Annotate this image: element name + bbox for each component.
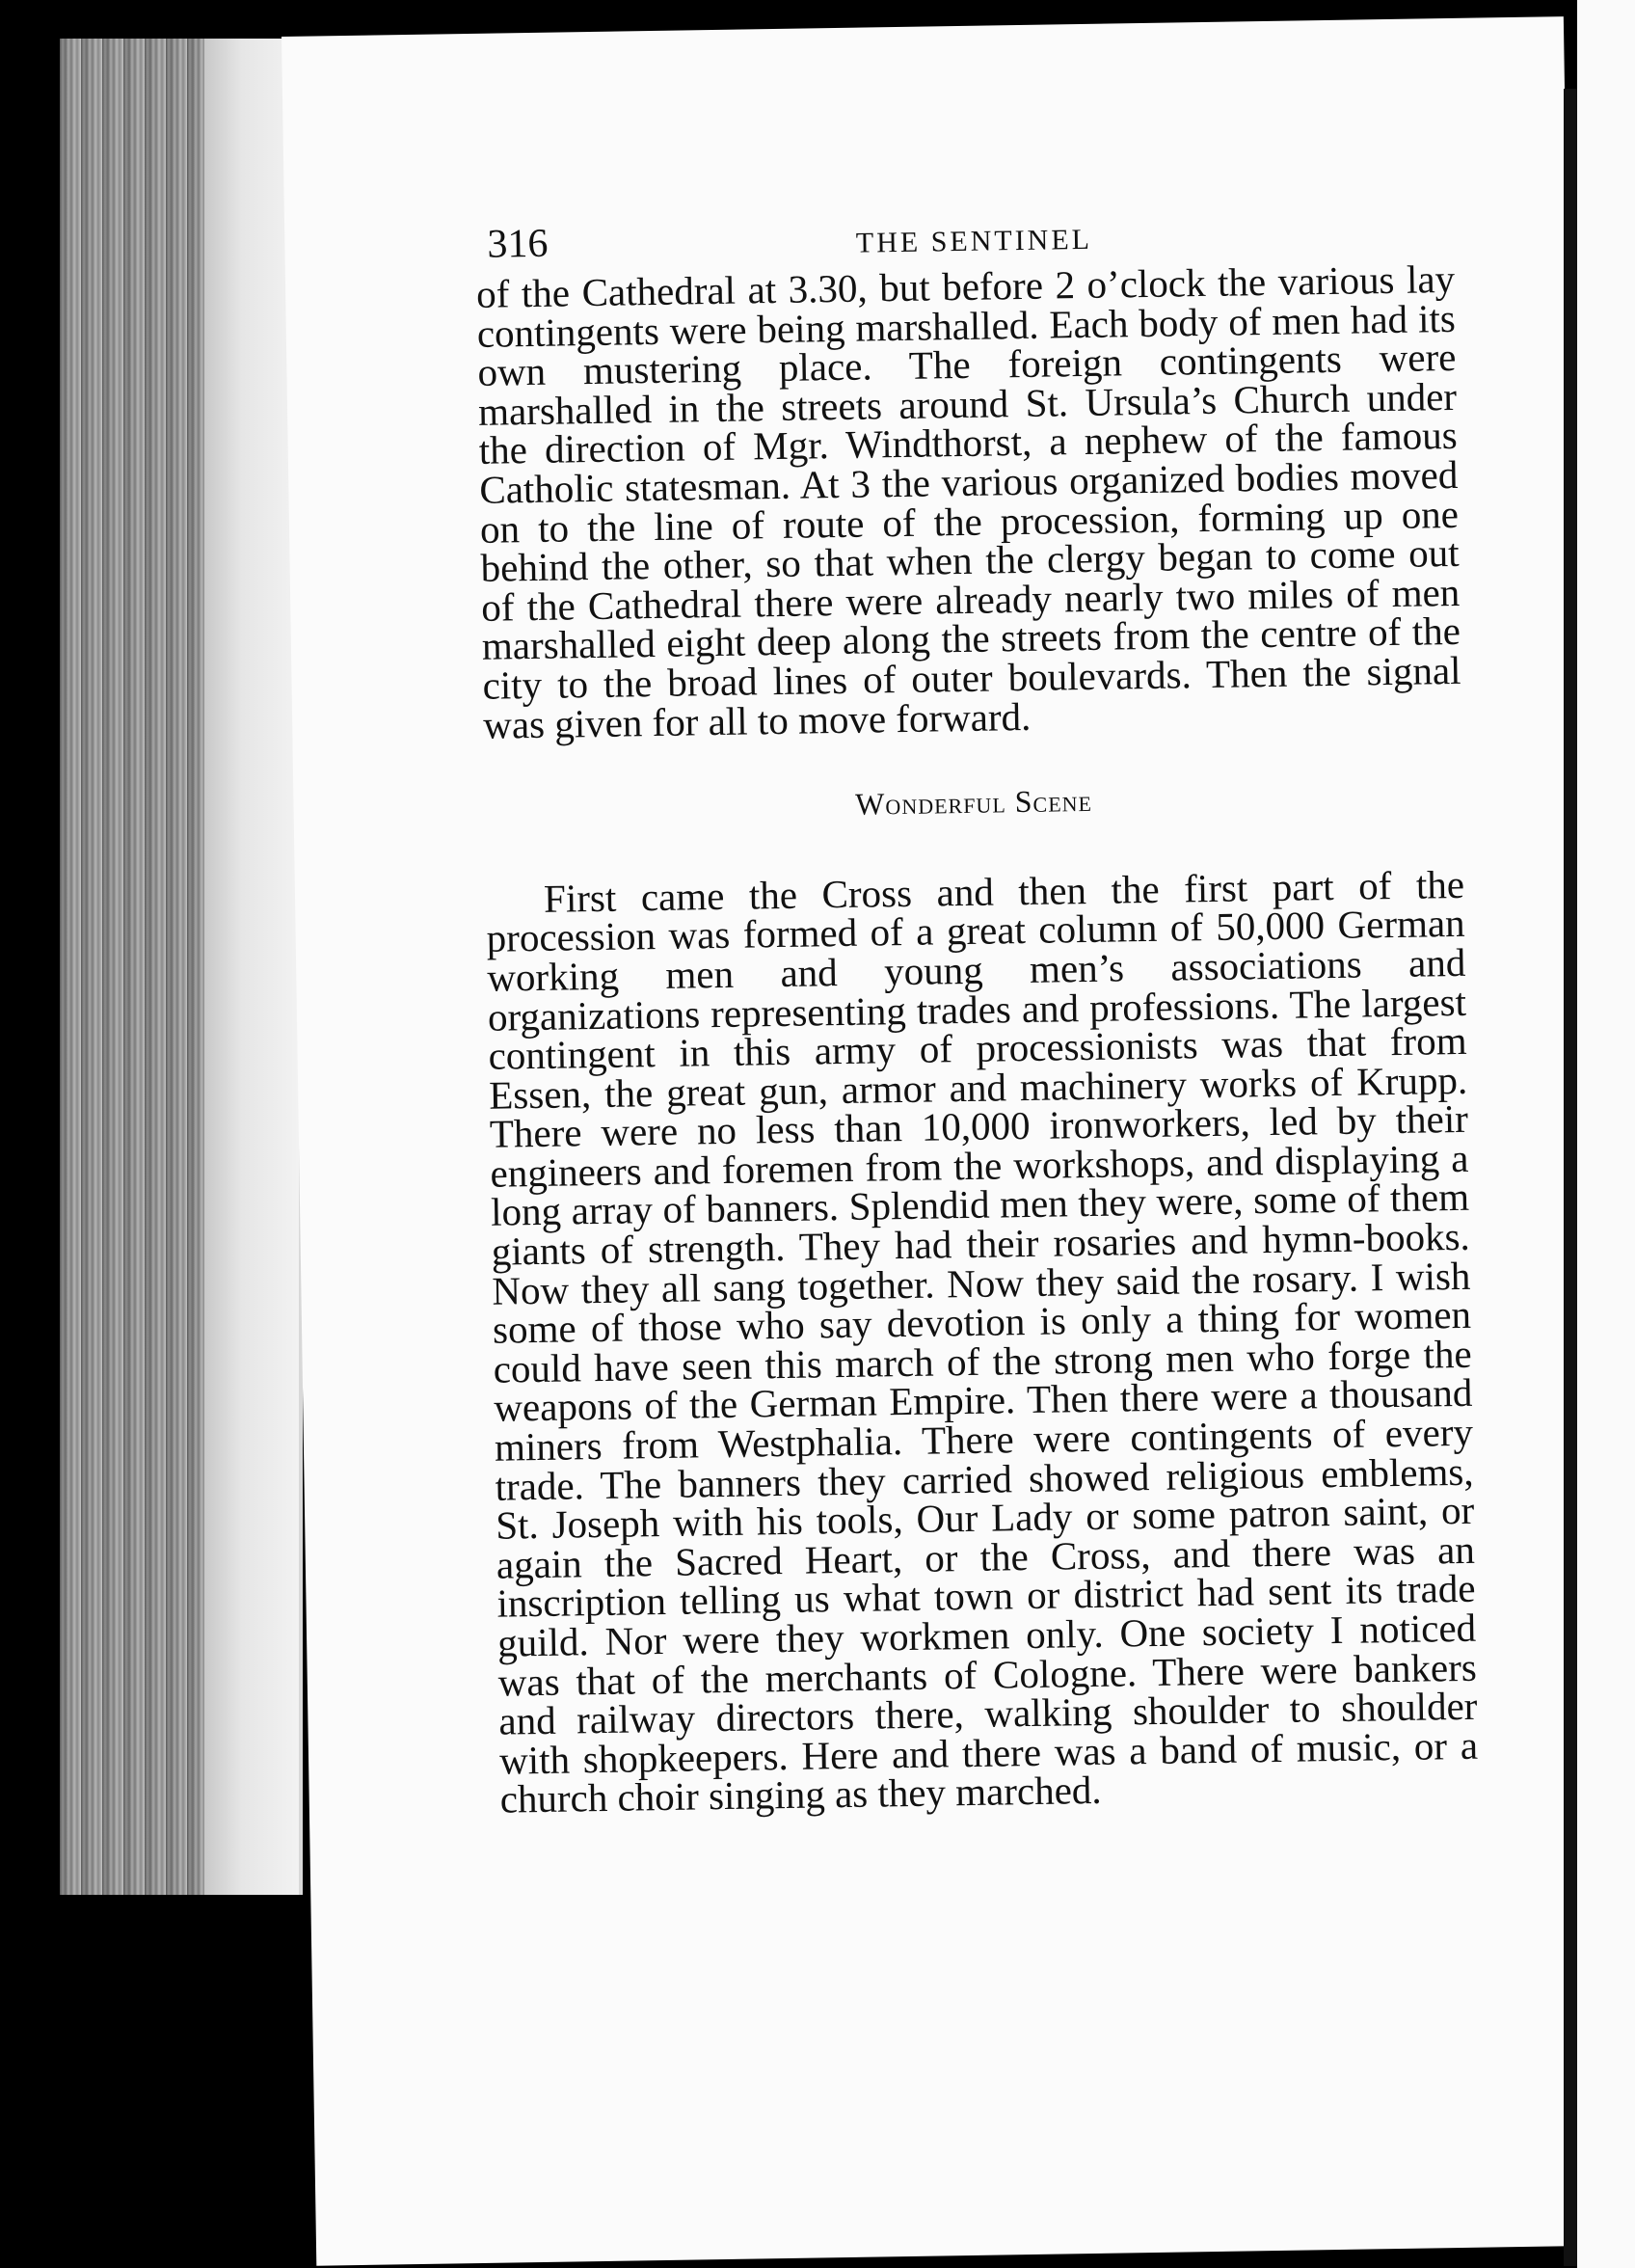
- running-head: THE SENTINEL: [855, 223, 1093, 259]
- facing-page-edge: [1564, 89, 1577, 2266]
- facing-page: [1577, 0, 1635, 2268]
- paragraph-continued: [475, 256, 1462, 747]
- paragraph-2-text: First came the Cross and then the first part of the procession was formed of a great column of 50,000 German working men and young men’s associations and organizations representing trades and professions. The largest contingent in this army of processionists was that from Essen, the great gun, armor and machinery works of Krupp. There were no less than 10,000 ironworkers, led by their engineers and foremen from the workshops, and displaying a long array of banners. Splendid men they were, some of them giants of strength. They had their rosaries and hymn-books. Now they all sang together. Now they said the rosary. I wish some of those who say devotion is only a thing for women could have seen this march of the strong men who forge the weapons of the German Empire. Then there were a thousand miners from Westphalia. There were contingents of every trade. The banners they carried showed religious emblems, St. Joseph with his tools, Our Lady or some patron saint, or again the Sacred Heart, or the Cross, and there was an inscription telling us what town or district had sent its trade guild. Nor were they workmen only. One society I noticed was that of the merchants of Cologne. There were bankers and railway directors there, walking shoulder to shoulder with shopkeepers. Here and there was a band of music, or a church choir singing as they marched.: [486, 861, 1479, 1822]
- page-number: 316: [487, 221, 549, 267]
- section-heading: Wonderful Scene: [854, 783, 1093, 822]
- book-page-edges: [60, 39, 303, 1895]
- paragraph: [486, 861, 1479, 1822]
- body-text: [475, 256, 1479, 1822]
- paragraph-1-text: of the Cathedral at 3.30, but before 2 o’clock the various lay contingents were being marshalled. Each body of men had its own mustering place. The foreign contingents were marshalled in the streets around St. Ursula’s Church under the direction of Mgr. Windthorst, a nephew of the famous Catholic statesman. At 3 the various organized bodies moved on to the line of route of the procession, forming up one behind the other, so that when the clergy began to come out of the Cathedral there were already nearly two miles of men marshalled eight deep along the streets from the centre of the city to the broad lines of outer boulevards. Then the signal was given for all to move forward.: [475, 256, 1461, 747]
- book-page: [281, 16, 1598, 2266]
